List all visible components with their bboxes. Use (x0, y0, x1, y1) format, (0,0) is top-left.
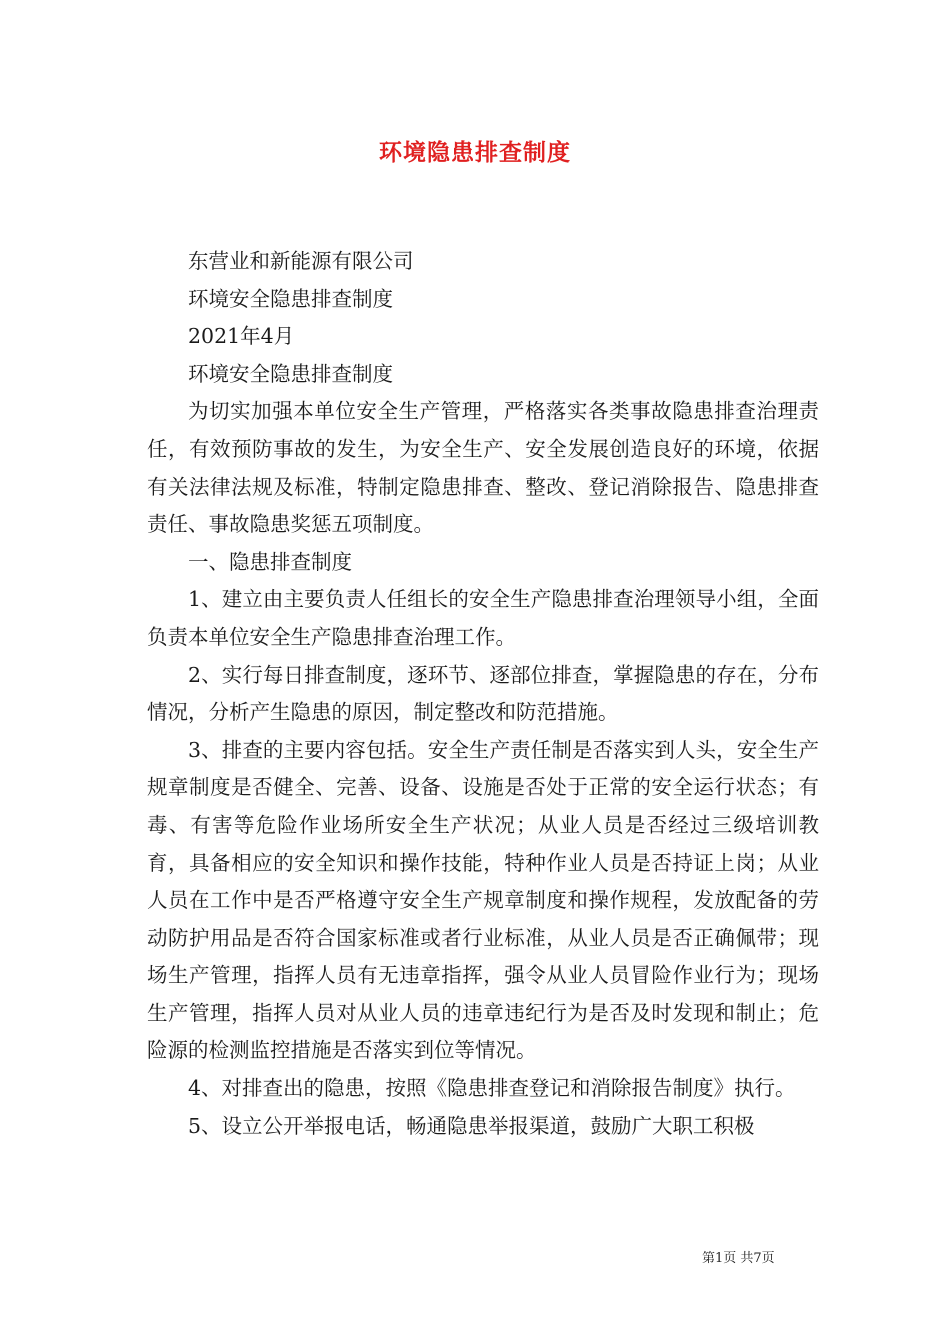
clause-2: 2、实行每日排查制度，逐环节、逐部位排查，掌握隐患的存在，分布情况，分析产生隐患的原因，制定整改和防范措施。 (147, 662, 819, 725)
doc-date: 2021年4月 (188, 324, 295, 349)
document-title: 环境隐患排查制度 (379, 139, 571, 166)
clause-5: 5、设立公开举报电话，畅通隐患举报渠道，鼓励广大职工积极 (188, 1113, 755, 1138)
doc-subtitle: 环境安全隐患排查制度 (188, 286, 393, 311)
document-body (147, 243, 819, 1145)
page-number: 第1页 共7页 (702, 1251, 775, 1266)
clause-1: 1、建立由主要负责人任组长的安全生产隐患排查治理领导小组，全面负责本单位安全生产隐患排查治理工作。 (147, 587, 819, 649)
company-name: 东营业和新能源有限公司 (188, 249, 414, 273)
clause-3: 3、排查的主要内容包括。安全生产责任制是否落实到人头，安全生产规章制度是否健全、完善、设备、设施是否处于正常的安全运行状态；有毒、有害等危险作业场所安全生产状况；从业人员是否经过三级培训教育，具备相应的安全知识和操作技能，特种作业人员是否持证上岗；从业人员在工作中是否严格遵守安全生产规章制度和操作规程，发放配备的劳动防护用品是否符合国家标准或者行业标准，从业人员是否正确佩带；现场生产管理，指挥人员有无违章指挥，强令从业人员冒险作业行为；现场生产管理，指挥人员对从业人员的违章违纪行为是否及时发现和制止；危险源的检测监控措施是否落实到位等情况。 (147, 737, 819, 1063)
section-heading: 一、隐患排查制度 (188, 549, 352, 574)
clause-4: 4、对排查出的隐患，按照《隐患排查登记和消除报告制度》执行。 (188, 1076, 796, 1101)
doc-heading: 环境安全隐患排查制度 (188, 361, 393, 386)
intro-paragraph: 为切实加强本单位安全生产管理，严格落实各类事故隐患排查治理责任，有效预防事故的发生，为安全生产、安全发展创造良好的环境，依据有关法律法规及标准，特制定隐患排查、整改、登记消除报告、隐患排查责任、事故隐患奖惩五项制度。 (147, 399, 819, 537)
